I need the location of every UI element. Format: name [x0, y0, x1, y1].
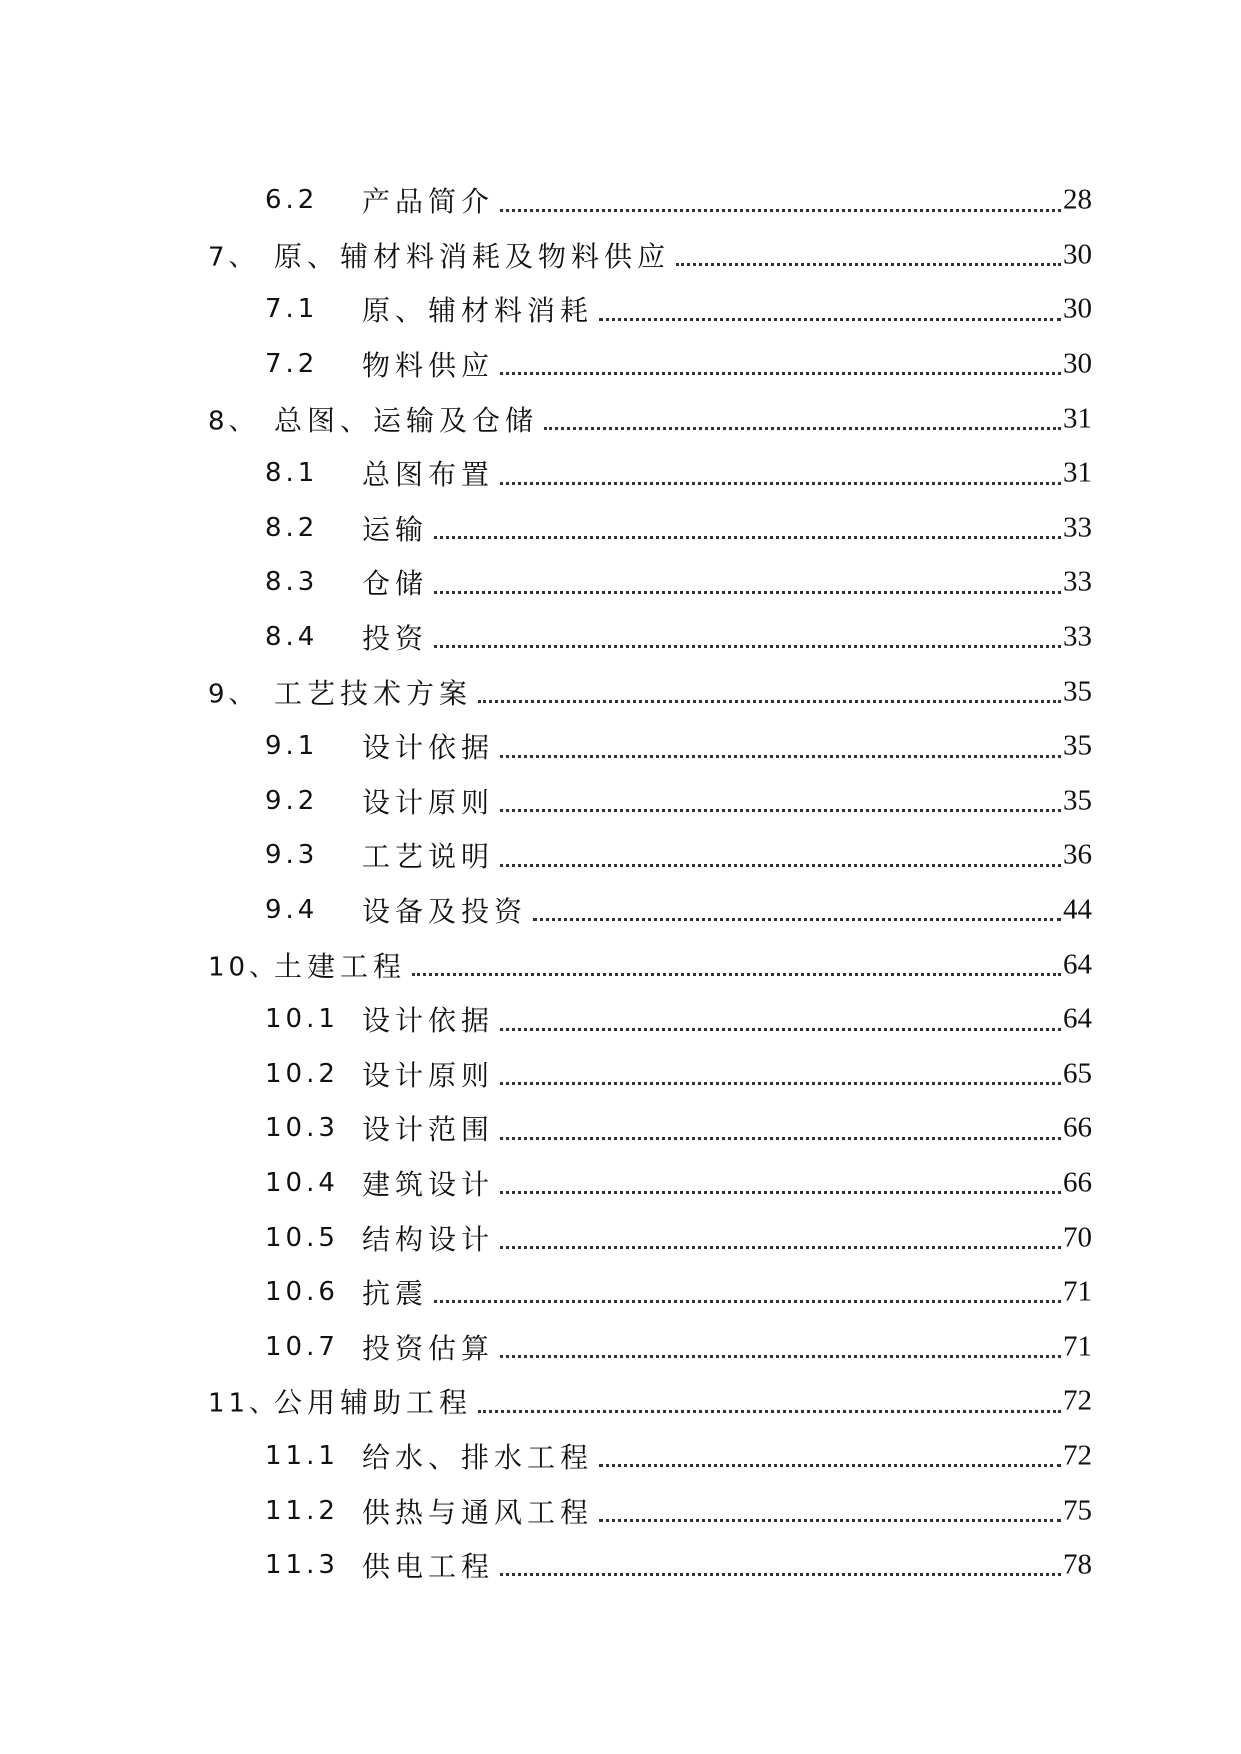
toc-section-entry[interactable] [0, 173, 1241, 228]
toc-dot-leader [500, 1353, 1061, 1358]
toc-dot-leader [478, 698, 1061, 703]
toc-entry-page-number: 31 [1063, 402, 1092, 435]
toc-entry-title: 总图布置 [362, 458, 495, 492]
toc-entry-number: 11.1 [265, 1440, 339, 1471]
toc-entry-title: 总图、运输及仓储 [274, 403, 539, 437]
toc-entry-title: 工艺技术方案 [274, 676, 473, 710]
toc-entry-page-number: 78 [1063, 1548, 1092, 1581]
toc-entry-page-number: 33 [1063, 620, 1092, 653]
toc-chapter-entry[interactable] [0, 228, 1241, 283]
toc-entry-number: 11.3 [265, 1550, 339, 1581]
toc-section-entry[interactable] [0, 1265, 1241, 1320]
toc-entry-page-number: 75 [1063, 1494, 1092, 1527]
toc-entry-number: 10.4 [265, 1167, 339, 1198]
toc-section-entry[interactable] [0, 1047, 1241, 1102]
toc-entry-number: 9、 [208, 679, 259, 710]
toc-dot-leader [434, 643, 1061, 648]
toc-dot-leader [500, 370, 1061, 375]
toc-entry-page-number: 64 [1063, 948, 1092, 981]
toc-dot-leader [544, 425, 1061, 430]
toc-section-entry[interactable] [0, 446, 1241, 501]
toc-entry-title: 投资 [362, 622, 429, 656]
toc-section-entry[interactable] [0, 1319, 1241, 1374]
toc-entry-page-number: 33 [1063, 565, 1092, 598]
toc-entry-number: 9.3 [265, 840, 319, 871]
toc-entry-title: 设计原则 [362, 785, 495, 819]
toc-entry-page-number: 65 [1063, 1057, 1092, 1090]
toc-dot-leader [500, 862, 1061, 867]
toc-entry-number: 8、 [208, 406, 259, 437]
toc-dot-leader [434, 589, 1061, 594]
toc-entry-page-number: 66 [1063, 1166, 1092, 1199]
toc-entry-title: 给水、排水工程 [362, 1440, 594, 1474]
toc-section-entry[interactable] [0, 282, 1241, 337]
toc-section-entry[interactable] [0, 501, 1241, 556]
toc-dot-leader [500, 1080, 1061, 1085]
toc-section-entry[interactable] [0, 719, 1241, 774]
toc-entry-page-number: 35 [1063, 784, 1092, 817]
toc-entry-title: 设计原则 [362, 1058, 495, 1092]
toc-dot-leader [599, 1462, 1061, 1467]
toc-entry-title: 原、辅材料消耗 [362, 294, 594, 328]
toc-entry-number: 11、 [208, 1388, 280, 1419]
toc-entry-page-number: 30 [1063, 292, 1092, 325]
toc-entry-number: 10.3 [265, 1113, 339, 1144]
toc-entry-title: 产品简介 [362, 185, 495, 219]
toc-section-entry[interactable] [0, 828, 1241, 883]
toc-entry-title: 设计依据 [362, 1004, 495, 1038]
toc-entry-title: 运输 [362, 512, 429, 546]
toc-entry-page-number: 30 [1063, 238, 1092, 271]
toc-dot-leader [676, 261, 1061, 266]
toc-entry-number: 7.1 [265, 294, 319, 325]
toc-entry-page-number: 66 [1063, 1111, 1092, 1144]
toc-entry-page-number: 71 [1063, 1275, 1092, 1308]
toc-dot-leader [434, 1298, 1061, 1303]
toc-chapter-entry[interactable] [0, 391, 1241, 446]
toc-dot-leader [599, 316, 1061, 321]
toc-entry-number: 7.2 [265, 349, 319, 380]
toc-entry-number: 10.6 [265, 1277, 339, 1308]
toc-entry-title: 土建工程 [274, 949, 407, 983]
toc-entry-title: 设备及投资 [362, 895, 528, 929]
toc-entry-number: 10.2 [265, 1058, 339, 1089]
toc-chapter-entry[interactable] [0, 664, 1241, 719]
table-of-contents [0, 173, 1241, 1592]
toc-entry-title: 供热与通风工程 [362, 1495, 594, 1529]
toc-section-entry[interactable] [0, 1429, 1241, 1484]
toc-section-entry[interactable] [0, 1156, 1241, 1211]
toc-entry-page-number: 44 [1063, 893, 1092, 926]
toc-dot-leader [533, 916, 1061, 921]
toc-entry-page-number: 64 [1063, 1002, 1092, 1035]
toc-entry-title: 公用辅助工程 [274, 1386, 473, 1420]
toc-dot-leader [500, 207, 1061, 212]
toc-dot-leader [500, 753, 1061, 758]
toc-entry-title: 投资估算 [362, 1331, 495, 1365]
toc-section-entry[interactable] [0, 1101, 1241, 1156]
toc-entry-title: 设计依据 [362, 731, 495, 765]
toc-dot-leader [500, 1244, 1061, 1249]
toc-entry-number: 10.5 [265, 1222, 339, 1253]
toc-section-entry[interactable] [0, 610, 1241, 665]
toc-entry-title: 抗震 [362, 1277, 429, 1311]
toc-section-entry[interactable] [0, 337, 1241, 392]
toc-entry-title: 结构设计 [362, 1222, 495, 1256]
toc-section-entry[interactable] [0, 774, 1241, 829]
toc-section-entry[interactable] [0, 1538, 1241, 1593]
toc-entry-title: 设计范围 [362, 1113, 495, 1147]
toc-section-entry[interactable] [0, 992, 1241, 1047]
toc-chapter-entry[interactable] [0, 1374, 1241, 1429]
toc-entry-page-number: 31 [1063, 456, 1092, 489]
toc-dot-leader [500, 807, 1061, 812]
toc-entry-title: 供电工程 [362, 1550, 495, 1584]
toc-dot-leader [500, 1026, 1061, 1031]
toc-section-entry[interactable] [0, 1210, 1241, 1265]
toc-entry-title: 仓储 [362, 567, 429, 601]
toc-entry-page-number: 33 [1063, 511, 1092, 544]
toc-section-entry[interactable] [0, 883, 1241, 938]
toc-dot-leader [412, 971, 1061, 976]
toc-entry-number: 9.4 [265, 895, 319, 926]
toc-entry-title: 原、辅材料消耗及物料供应 [274, 239, 671, 273]
toc-chapter-entry[interactable] [0, 937, 1241, 992]
toc-entry-page-number: 28 [1063, 183, 1092, 216]
toc-dot-leader [500, 1189, 1061, 1194]
toc-dot-leader [500, 480, 1061, 485]
toc-entry-number: 8.3 [265, 567, 319, 598]
toc-entry-page-number: 71 [1063, 1330, 1092, 1363]
toc-entry-page-number: 36 [1063, 838, 1092, 871]
toc-dot-leader [500, 1135, 1061, 1140]
toc-entry-page-number: 70 [1063, 1221, 1092, 1254]
toc-entry-number: 10.1 [265, 1004, 339, 1035]
toc-entry-number: 9.1 [265, 731, 319, 762]
toc-section-entry[interactable] [0, 555, 1241, 610]
toc-entry-page-number: 30 [1063, 347, 1092, 380]
toc-entry-page-number: 35 [1063, 675, 1092, 708]
toc-entry-page-number: 72 [1063, 1439, 1092, 1472]
toc-section-entry[interactable] [0, 1483, 1241, 1538]
toc-entry-number: 8.2 [265, 512, 319, 543]
toc-entry-number: 8.1 [265, 458, 319, 489]
toc-entry-number: 11.2 [265, 1495, 339, 1526]
toc-dot-leader [434, 534, 1061, 539]
toc-entry-number: 9.2 [265, 785, 319, 816]
toc-entry-number: 8.4 [265, 622, 319, 653]
toc-entry-title: 工艺说明 [362, 840, 495, 874]
toc-entry-number: 7、 [208, 242, 259, 273]
toc-entry-number: 6.2 [265, 185, 319, 216]
toc-entry-page-number: 72 [1063, 1384, 1092, 1417]
toc-entry-title: 建筑设计 [362, 1167, 495, 1201]
toc-entry-page-number: 35 [1063, 729, 1092, 762]
toc-entry-number: 10、 [208, 952, 280, 983]
toc-dot-leader [500, 1571, 1061, 1576]
toc-dot-leader [599, 1517, 1061, 1522]
toc-entry-title: 物料供应 [362, 349, 495, 383]
toc-entry-number: 10.7 [265, 1331, 339, 1362]
toc-dot-leader [478, 1408, 1061, 1413]
